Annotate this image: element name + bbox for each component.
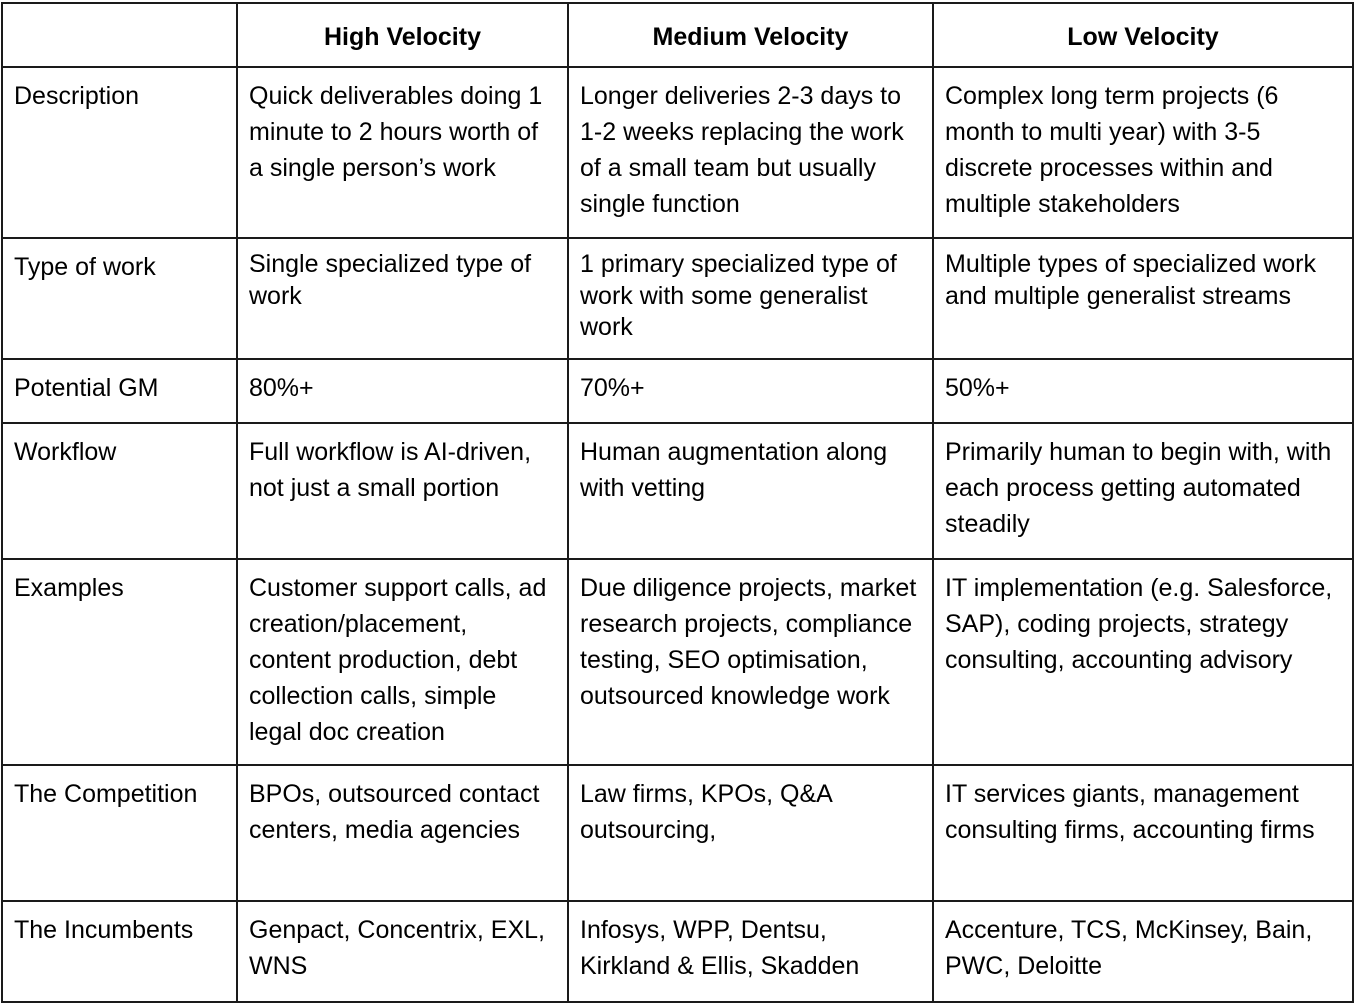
table-row — [2, 765, 1353, 901]
row-label-text: The Competition — [14, 780, 198, 808]
cell-text: Complex long term projects (6 month to multi year) with 3-5 discrete processes within and multiple stakeholders — [945, 82, 1279, 218]
cell-text: 70%+ — [580, 374, 645, 402]
velocity-comparison-table — [1, 2, 1354, 1003]
cell-text: Longer deliveries 2-3 days to 1-2 weeks replacing the work of a small team but usually single function — [580, 82, 904, 218]
cell-text: 80%+ — [249, 374, 314, 402]
row-label-potential-gm — [2, 359, 237, 423]
table-cell — [237, 423, 568, 559]
cell-text: Single specialized type of work — [249, 250, 532, 310]
table-cell — [933, 423, 1353, 559]
table-cell — [568, 423, 933, 559]
row-label-workflow — [2, 423, 237, 559]
header-row — [2, 3, 1353, 67]
table-cell — [568, 359, 933, 423]
cell-text: IT implementation (e.g. Salesforce, SAP), coding projects, strategy consulting, accounting advisory — [945, 574, 1333, 674]
row-label-text: Potential GM — [14, 374, 159, 402]
cell-text: Law firms, KPOs, Q&A outsourcing, — [580, 780, 832, 844]
row-label-the-incumbents — [2, 901, 237, 1002]
table-cell — [237, 901, 568, 1002]
cell-text: Due diligence projects, market research projects, compliance testing, SEO optimisation, outsourced knowledge work — [580, 574, 917, 710]
table-cell — [568, 67, 933, 238]
table-cell — [237, 238, 568, 359]
cell-text: Infosys, WPP, Dentsu, Kirkland & Ellis, Skadden — [580, 916, 860, 980]
table-row — [2, 67, 1353, 238]
cell-text: BPOs, outsourced contact centers, media agencies — [249, 780, 540, 844]
table-cell — [237, 765, 568, 901]
table-cell — [237, 559, 568, 765]
table-cell — [237, 359, 568, 423]
header-medium-velocity: Medium Velocity — [568, 3, 933, 67]
cell-text: 50%+ — [945, 374, 1010, 402]
header-corner-cell — [2, 3, 237, 67]
row-label-text: Workflow — [14, 438, 117, 466]
table-cell — [933, 238, 1353, 359]
table-cell — [933, 901, 1353, 1002]
cell-text: Accenture, TCS, McKinsey, Bain, PWC, Deloitte — [945, 916, 1313, 980]
table-row — [2, 359, 1353, 423]
table-cell — [933, 559, 1353, 765]
table-cell — [568, 765, 933, 901]
cell-text: Human augmentation along with vetting — [580, 438, 888, 502]
table-cell — [933, 765, 1353, 901]
row-label-text: The Incumbents — [14, 916, 194, 944]
table-row — [2, 423, 1353, 559]
table-row — [2, 238, 1353, 359]
cell-text: Primarily human to begin with, with each process getting automated steadily — [945, 438, 1332, 538]
table-cell — [568, 238, 933, 359]
cell-text: Full workflow is AI-driven, not just a small portion — [249, 438, 532, 502]
row-label-text: Examples — [14, 574, 124, 602]
table-cell — [933, 359, 1353, 423]
table-row — [2, 901, 1353, 1002]
row-label-the-competition — [2, 765, 237, 901]
cell-text: Multiple types of specialized work and multiple generalist streams — [945, 250, 1316, 310]
header-high-velocity: High Velocity — [237, 3, 568, 67]
row-label-type-of-work — [2, 238, 237, 359]
row-label-text: Type of work — [14, 253, 156, 281]
cell-text: Quick deliverables doing 1 minute to 2 hours worth of a single person’s work — [249, 82, 543, 182]
table-row — [2, 559, 1353, 765]
table-cell — [568, 901, 933, 1002]
table-cell — [933, 67, 1353, 238]
row-label-description — [2, 67, 237, 238]
cell-text: Genpact, Concentrix, EXL, WNS — [249, 916, 545, 980]
row-label-text: Description — [14, 82, 140, 110]
cell-text: Customer support calls, ad creation/placement, content production, debt collection calls, simple legal doc creation — [249, 574, 547, 746]
table-cell — [568, 559, 933, 765]
row-label-examples — [2, 559, 237, 765]
cell-text: 1 primary specialized type of work with some generalist work — [580, 250, 897, 341]
table-cell — [237, 67, 568, 238]
header-low-velocity: Low Velocity — [933, 3, 1353, 67]
cell-text: IT services giants, management consulting firms, accounting firms — [945, 780, 1315, 844]
